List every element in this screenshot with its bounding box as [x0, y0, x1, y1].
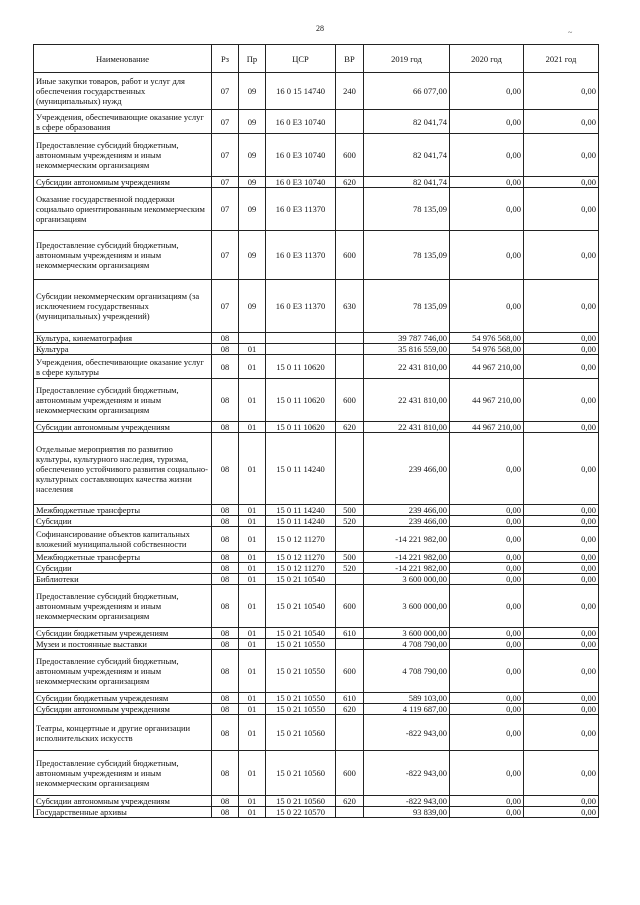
cell-pr: 01	[239, 704, 266, 715]
cell-2019: 35 816 559,00	[364, 344, 450, 355]
cell-rz: 08	[212, 433, 239, 505]
cell-name: Софинансирование объектов капитальных вложений муниципальной собственности	[34, 527, 212, 552]
cell-rz: 08	[212, 552, 239, 563]
cell-2019: 22 431 810,00	[364, 379, 450, 422]
cell-rz: 07	[212, 110, 239, 134]
cell-2021: 0,00	[524, 110, 599, 134]
cell-2021: 0,00	[524, 650, 599, 693]
cell-2019: 78 135,09	[364, 188, 450, 231]
cell-csr: 15 0 11 14240	[266, 505, 336, 516]
cell-2020: 44 967 210,00	[450, 355, 524, 379]
cell-pr: 01	[239, 563, 266, 574]
cell-pr: 01	[239, 422, 266, 433]
cell-2019: 4 708 790,00	[364, 639, 450, 650]
cell-name: Межбюджетные трансферты	[34, 505, 212, 516]
cell-vr: 620	[336, 796, 364, 807]
cell-vr: 600	[336, 650, 364, 693]
cell-vr	[336, 355, 364, 379]
table-row	[34, 527, 599, 552]
cell-name: Субсидии бюджетным учреждениям	[34, 693, 212, 704]
cell-name: Культура, кинематография	[34, 333, 212, 344]
cell-2019: 3 600 000,00	[364, 585, 450, 628]
table-row	[34, 639, 599, 650]
cell-2021: 0,00	[524, 552, 599, 563]
cell-rz: 08	[212, 693, 239, 704]
cell-pr: 01	[239, 379, 266, 422]
cell-pr: 01	[239, 751, 266, 796]
cell-2019: -822 943,00	[364, 715, 450, 751]
cell-pr: 01	[239, 715, 266, 751]
cell-vr: 620	[336, 177, 364, 188]
cell-2019: 4 708 790,00	[364, 650, 450, 693]
cell-2019: 3 600 000,00	[364, 628, 450, 639]
cell-vr	[336, 807, 364, 818]
cell-2020: 44 967 210,00	[450, 422, 524, 433]
cell-rz: 07	[212, 231, 239, 280]
cell-csr	[266, 344, 336, 355]
cell-csr: 16 0 Е3 11370	[266, 188, 336, 231]
cell-csr: 15 0 11 14240	[266, 516, 336, 527]
cell-rz: 08	[212, 379, 239, 422]
cell-rz: 08	[212, 628, 239, 639]
cell-vr: 600	[336, 379, 364, 422]
page-number: 28	[316, 24, 324, 33]
cell-csr: 16 0 Е3 10740	[266, 110, 336, 134]
cell-2019: 66 077,00	[364, 73, 450, 110]
table-row	[34, 563, 599, 574]
cell-2021: 0,00	[524, 333, 599, 344]
cell-csr: 15 0 12 11270	[266, 552, 336, 563]
table-row	[34, 231, 599, 280]
cell-csr: 15 0 12 11270	[266, 563, 336, 574]
table-body	[34, 73, 599, 818]
cell-name: Субсидии бюджетным учреждениям	[34, 628, 212, 639]
cell-csr: 16 0 Е3 11370	[266, 280, 336, 333]
cell-name: Субсидии автономным учреждениям	[34, 796, 212, 807]
cell-name: Субсидии автономным учреждениям	[34, 422, 212, 433]
cell-rz: 08	[212, 807, 239, 818]
cell-name: Предоставление субсидий бюджетным, автономным учреждениям и иным некоммерческим организациям	[34, 379, 212, 422]
cell-2019: 78 135,09	[364, 231, 450, 280]
cell-name: Субсидии автономным учреждениям	[34, 177, 212, 188]
cell-rz: 08	[212, 639, 239, 650]
cell-pr	[239, 333, 266, 344]
cell-2020: 0,00	[450, 516, 524, 527]
cell-2019: 82 041,74	[364, 177, 450, 188]
cell-vr	[336, 433, 364, 505]
cell-2021: 0,00	[524, 73, 599, 110]
cell-rz: 07	[212, 188, 239, 231]
cell-rz: 07	[212, 134, 239, 177]
cell-2021: 0,00	[524, 639, 599, 650]
cell-name: Предоставление субсидий бюджетным, автономным учреждениям и иным некоммерческим организациям	[34, 650, 212, 693]
cell-pr: 01	[239, 650, 266, 693]
cell-pr: 01	[239, 433, 266, 505]
cell-vr: 600	[336, 231, 364, 280]
cell-vr	[336, 639, 364, 650]
column-header-pr: Пр	[239, 45, 266, 73]
table-row	[34, 379, 599, 422]
cell-2020: 0,00	[450, 177, 524, 188]
cell-2020: 0,00	[450, 280, 524, 333]
cell-2020: 0,00	[450, 231, 524, 280]
cell-2019: 82 041,74	[364, 110, 450, 134]
cell-rz: 08	[212, 704, 239, 715]
cell-2020: 0,00	[450, 527, 524, 552]
cell-pr: 09	[239, 231, 266, 280]
cell-2020: 0,00	[450, 574, 524, 585]
table-row	[34, 177, 599, 188]
cell-csr: 15 0 11 10620	[266, 379, 336, 422]
column-header-rz: Рз	[212, 45, 239, 73]
cell-vr: 600	[336, 134, 364, 177]
cell-2019: 589 103,00	[364, 693, 450, 704]
cell-pr: 09	[239, 188, 266, 231]
cell-2020: 0,00	[450, 693, 524, 704]
cell-name: Предоставление субсидий бюджетным, автономным учреждениям и иным некоммерческим организациям	[34, 231, 212, 280]
cell-csr: 15 0 21 10550	[266, 639, 336, 650]
table-row	[34, 807, 599, 818]
cell-2020: 44 967 210,00	[450, 379, 524, 422]
table-row	[34, 344, 599, 355]
table-row	[34, 715, 599, 751]
cell-2019: 239 466,00	[364, 516, 450, 527]
cell-pr: 01	[239, 807, 266, 818]
cell-2021: 0,00	[524, 433, 599, 505]
cell-csr: 16 0 Е3 10740	[266, 177, 336, 188]
cell-2020: 0,00	[450, 628, 524, 639]
cell-rz: 07	[212, 177, 239, 188]
table-row	[34, 134, 599, 177]
cell-2021: 0,00	[524, 628, 599, 639]
table-row	[34, 516, 599, 527]
cell-2019: -822 943,00	[364, 796, 450, 807]
corner-mark: ~	[568, 28, 573, 37]
cell-vr: 610	[336, 628, 364, 639]
table-row	[34, 188, 599, 231]
cell-csr: 16 0 Е3 11370	[266, 231, 336, 280]
cell-pr: 01	[239, 344, 266, 355]
cell-csr: 16 0 Е3 10740	[266, 134, 336, 177]
cell-csr: 15 0 21 10540	[266, 574, 336, 585]
cell-2019: 39 787 746,00	[364, 333, 450, 344]
cell-pr: 09	[239, 134, 266, 177]
cell-2019: -14 221 982,00	[364, 527, 450, 552]
cell-csr: 15 0 11 10620	[266, 422, 336, 433]
table-row	[34, 280, 599, 333]
cell-vr: 620	[336, 704, 364, 715]
table-row	[34, 333, 599, 344]
cell-2021: 0,00	[524, 563, 599, 574]
column-header-2019: 2019 год	[364, 45, 450, 73]
cell-2020: 0,00	[450, 110, 524, 134]
cell-csr: 15 0 11 14240	[266, 433, 336, 505]
cell-2020: 54 976 568,00	[450, 344, 524, 355]
cell-2020: 0,00	[450, 433, 524, 505]
table-row	[34, 73, 599, 110]
cell-rz: 08	[212, 355, 239, 379]
cell-pr: 01	[239, 693, 266, 704]
cell-2020: 0,00	[450, 751, 524, 796]
cell-2020: 0,00	[450, 73, 524, 110]
cell-rz: 08	[212, 796, 239, 807]
table-header-row	[34, 45, 599, 73]
cell-vr	[336, 344, 364, 355]
cell-rz: 08	[212, 516, 239, 527]
cell-vr	[336, 333, 364, 344]
cell-rz: 08	[212, 650, 239, 693]
cell-csr: 15 0 21 10550	[266, 704, 336, 715]
table-row	[34, 796, 599, 807]
cell-vr: 500	[336, 552, 364, 563]
cell-vr	[336, 188, 364, 231]
cell-2021: 0,00	[524, 134, 599, 177]
cell-2020: 0,00	[450, 505, 524, 516]
cell-pr: 01	[239, 628, 266, 639]
cell-2019: 3 600 000,00	[364, 574, 450, 585]
cell-vr: 610	[336, 693, 364, 704]
cell-2021: 0,00	[524, 505, 599, 516]
cell-rz: 08	[212, 751, 239, 796]
cell-2019: 22 431 810,00	[364, 355, 450, 379]
cell-2021: 0,00	[524, 422, 599, 433]
cell-2021: 0,00	[524, 693, 599, 704]
cell-2019: 239 466,00	[364, 433, 450, 505]
cell-vr: 500	[336, 505, 364, 516]
cell-name: Оказание государственной поддержки социально ориентированным некоммерческим организациям	[34, 188, 212, 231]
cell-vr	[336, 527, 364, 552]
cell-2020: 54 976 568,00	[450, 333, 524, 344]
cell-pr: 01	[239, 505, 266, 516]
cell-csr: 15 0 22 10570	[266, 807, 336, 818]
cell-rz: 08	[212, 422, 239, 433]
table-row	[34, 552, 599, 563]
cell-csr: 15 0 21 10560	[266, 715, 336, 751]
cell-name: Театры, концертные и другие организации исполнительских искусств	[34, 715, 212, 751]
cell-rz: 08	[212, 344, 239, 355]
cell-2020: 0,00	[450, 639, 524, 650]
cell-vr: 620	[336, 422, 364, 433]
cell-vr: 600	[336, 585, 364, 628]
cell-csr: 15 0 11 10620	[266, 355, 336, 379]
cell-name: Предоставление субсидий бюджетным, автономным учреждениям и иным некоммерческим организациям	[34, 134, 212, 177]
table-row	[34, 433, 599, 505]
cell-2020: 0,00	[450, 715, 524, 751]
cell-csr	[266, 333, 336, 344]
cell-pr: 09	[239, 177, 266, 188]
cell-vr: 520	[336, 563, 364, 574]
table-row	[34, 704, 599, 715]
cell-pr: 01	[239, 516, 266, 527]
cell-2019: 22 431 810,00	[364, 422, 450, 433]
cell-2021: 0,00	[524, 574, 599, 585]
cell-rz: 08	[212, 527, 239, 552]
cell-2020: 0,00	[450, 134, 524, 177]
cell-csr: 15 0 21 10540	[266, 628, 336, 639]
cell-2020: 0,00	[450, 188, 524, 231]
cell-2021: 0,00	[524, 715, 599, 751]
cell-name: Предоставление субсидий бюджетным, автономным учреждениям и иным некоммерческим организациям	[34, 585, 212, 628]
cell-pr: 01	[239, 552, 266, 563]
cell-2021: 0,00	[524, 527, 599, 552]
cell-rz: 08	[212, 585, 239, 628]
cell-2019: -14 221 982,00	[364, 563, 450, 574]
cell-2019: 78 135,09	[364, 280, 450, 333]
cell-name: Межбюджетные трансферты	[34, 552, 212, 563]
cell-2021: 0,00	[524, 751, 599, 796]
cell-name: Субсидии	[34, 563, 212, 574]
table-row	[34, 355, 599, 379]
cell-pr: 09	[239, 73, 266, 110]
cell-csr: 15 0 12 11270	[266, 527, 336, 552]
column-header-csr: ЦСР	[266, 45, 336, 73]
cell-name: Субсидии некоммерческим организациям (за исключением государственных (муниципальных) учреждений)	[34, 280, 212, 333]
cell-name: Субсидии автономным учреждениям	[34, 704, 212, 715]
cell-vr: 520	[336, 516, 364, 527]
cell-2021: 0,00	[524, 516, 599, 527]
cell-2019: -822 943,00	[364, 751, 450, 796]
cell-2020: 0,00	[450, 563, 524, 574]
cell-rz: 08	[212, 333, 239, 344]
cell-vr	[336, 110, 364, 134]
cell-pr: 01	[239, 585, 266, 628]
table-row	[34, 628, 599, 639]
cell-2020: 0,00	[450, 704, 524, 715]
table-row	[34, 693, 599, 704]
cell-name: Предоставление субсидий бюджетным, автономным учреждениям и иным некоммерческим организациям	[34, 751, 212, 796]
cell-2021: 0,00	[524, 585, 599, 628]
cell-pr: 09	[239, 280, 266, 333]
cell-2021: 0,00	[524, 280, 599, 333]
cell-vr: 600	[336, 751, 364, 796]
table-row	[34, 110, 599, 134]
cell-rz: 07	[212, 73, 239, 110]
cell-2021: 0,00	[524, 379, 599, 422]
table-row	[34, 505, 599, 516]
cell-2021: 0,00	[524, 796, 599, 807]
cell-2020: 0,00	[450, 650, 524, 693]
cell-2020: 0,00	[450, 585, 524, 628]
cell-name: Отдельные мероприятия по развитию культуры, культурного наследия, туризма, обеспечению устойчивого развития социально-культурных составляющих качества жизни населения	[34, 433, 212, 505]
cell-name: Учреждения, обеспечивающие оказание услуг в сфере образования	[34, 110, 212, 134]
cell-pr: 01	[239, 574, 266, 585]
table-row	[34, 751, 599, 796]
cell-name: Государственные архивы	[34, 807, 212, 818]
cell-2021: 0,00	[524, 231, 599, 280]
cell-rz: 07	[212, 280, 239, 333]
cell-name: Культура	[34, 344, 212, 355]
cell-2020: 0,00	[450, 552, 524, 563]
table-row	[34, 650, 599, 693]
cell-2021: 0,00	[524, 344, 599, 355]
cell-2019: 4 119 687,00	[364, 704, 450, 715]
cell-name: Библиотеки	[34, 574, 212, 585]
column-header-2021: 2021 год	[524, 45, 599, 73]
cell-rz: 08	[212, 505, 239, 516]
cell-vr	[336, 574, 364, 585]
budget-table	[33, 44, 599, 818]
cell-pr: 01	[239, 527, 266, 552]
cell-vr: 240	[336, 73, 364, 110]
cell-name: Субсидии	[34, 516, 212, 527]
cell-2021: 0,00	[524, 704, 599, 715]
cell-2021: 0,00	[524, 355, 599, 379]
cell-2019: -14 221 982,00	[364, 552, 450, 563]
cell-pr: 01	[239, 639, 266, 650]
cell-2021: 0,00	[524, 188, 599, 231]
cell-csr: 15 0 21 10540	[266, 585, 336, 628]
cell-csr: 16 0 15 14740	[266, 73, 336, 110]
table-row	[34, 422, 599, 433]
cell-rz: 08	[212, 574, 239, 585]
cell-csr: 15 0 21 10560	[266, 796, 336, 807]
cell-name: Музеи и постоянные выставки	[34, 639, 212, 650]
column-header-vr: ВР	[336, 45, 364, 73]
cell-2020: 0,00	[450, 807, 524, 818]
cell-2019: 239 466,00	[364, 505, 450, 516]
cell-name: Учреждения, обеспечивающие оказание услуг в сфере культуры	[34, 355, 212, 379]
cell-vr: 630	[336, 280, 364, 333]
cell-2019: 93 839,00	[364, 807, 450, 818]
cell-2019: 82 041,74	[364, 134, 450, 177]
cell-pr: 01	[239, 355, 266, 379]
column-header-name: Наименование	[34, 45, 212, 73]
cell-csr: 15 0 21 10560	[266, 751, 336, 796]
cell-2020: 0,00	[450, 796, 524, 807]
cell-csr: 15 0 21 10550	[266, 693, 336, 704]
column-header-2020: 2020 год	[450, 45, 524, 73]
cell-2021: 0,00	[524, 807, 599, 818]
cell-pr: 09	[239, 110, 266, 134]
cell-rz: 08	[212, 563, 239, 574]
cell-csr: 15 0 21 10550	[266, 650, 336, 693]
cell-rz: 08	[212, 715, 239, 751]
table-row	[34, 585, 599, 628]
cell-name: Иные закупки товаров, работ и услуг для обеспечения государственных (муниципальных) нужд	[34, 73, 212, 110]
cell-pr: 01	[239, 796, 266, 807]
cell-2021: 0,00	[524, 177, 599, 188]
cell-vr	[336, 715, 364, 751]
table-row	[34, 574, 599, 585]
